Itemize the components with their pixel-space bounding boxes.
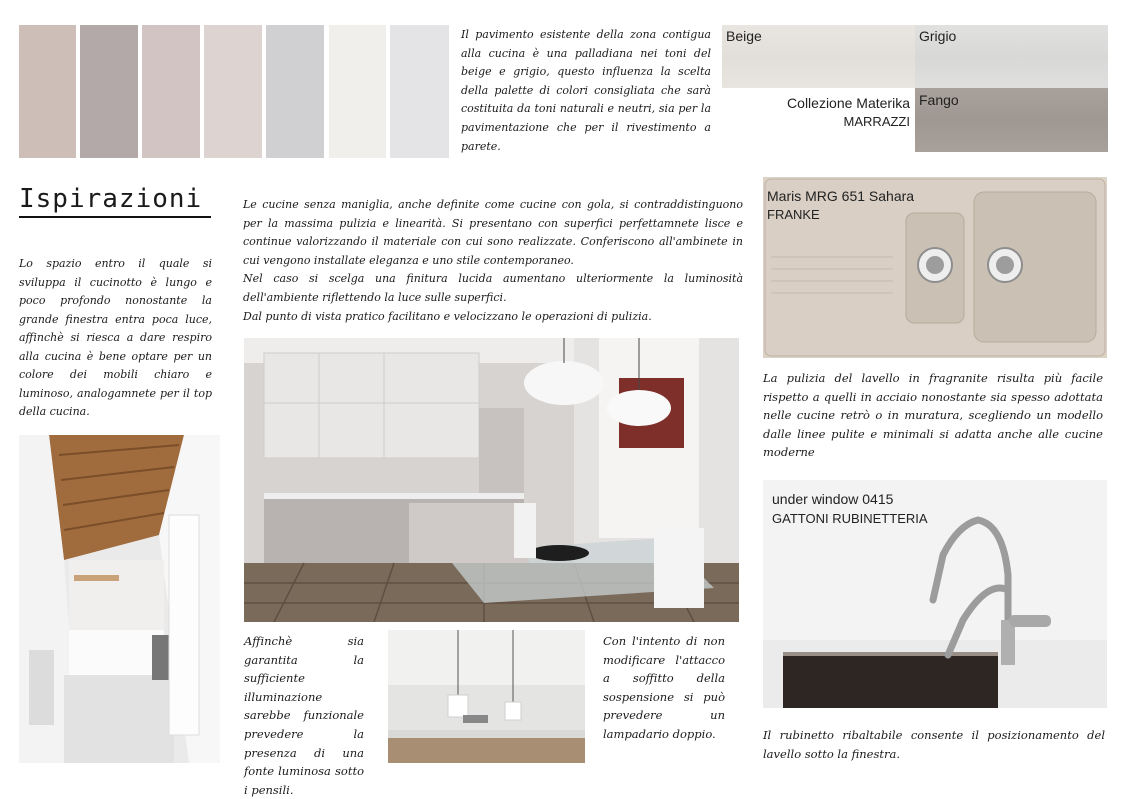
lighting-text-2: Con l'intento di non modificare l'attacco a soffitto della sospensione si può prevedere un lampadario doppio.	[603, 634, 725, 741]
faucet-text: Il rubinetto ribaltabile consente il posizionamento del lavello sotto la finestra.	[763, 728, 1105, 761]
beige-label: Beige	[726, 28, 762, 44]
left-text: Lo spazio entro il quale si sviluppa il cucinotto è lungo e poco profondo nonostante la grande finestra entra poca luce, affinchè si riesca a dare respiro alla cucina è bene optare per un colore dei mobili chiaro e luminoso, analogamnete per il top della cucina.	[19, 257, 212, 418]
title-underline	[19, 216, 211, 218]
faucet-brand: GATTONI RUBINETTERIA	[772, 511, 928, 526]
swatch-6	[329, 25, 386, 158]
swatch-7	[390, 25, 449, 158]
main-kitchen-photo	[244, 338, 739, 622]
narrow-kitchen-photo	[19, 435, 220, 763]
page-title: Ispirazioni	[19, 184, 203, 214]
collection-brand: MARRAZZI	[843, 114, 910, 129]
sink-brand: FRANKE	[767, 207, 820, 222]
fango-label: Fango	[919, 92, 959, 108]
center-text: Le cucine senza maniglia, anche definite come cucine con gola, si contraddistinguono per la massima pulizia e linearità. Si presentano con superfici perfettamnete lisce e continue valorizzando il materiale con cui sono realizzate. Conferiscono all'ambinete in cui vengono installate eleganza e uno stile contemporaneo. Nel caso si scelga una finitura lucida aumentano ulteriormente la luminosità dell'ambiente riflettendo la luce sulle superfici. Dal punto di vista pratico facilitano e velocizzano le operazioni di pulizia.	[243, 198, 743, 323]
swatch-4	[204, 25, 262, 158]
sink-text: La pulizia del lavello in fragranite risulta più facile rispetto a quelli in acciaio nonostante sia spesso adottata nelle cucine retrò o in muratura, scegliendo un modello dalle linee pulite e minimali si adatta anche alle cucine moderne	[763, 371, 1103, 460]
sink-model: Maris MRG 651 Sahara	[767, 188, 915, 204]
swatch-5	[266, 25, 324, 158]
pendant-lights-illustration	[388, 630, 585, 763]
swatch-2	[80, 25, 138, 158]
swatch-3	[142, 25, 200, 158]
main-kitchen-illustration	[244, 338, 739, 622]
lighting-text-1: Affinchè sia garantita la sufficiente illuminazione sarebbe funzionale prevedere la presenza di una fonte luminosa sotto i pensili.	[244, 634, 364, 797]
intro-text: Il pavimento esistente della zona contigua alla cucina è una palladiana nei toni del beige e grigio, questo influenza la scelta della palette di colori consigliata che sarà costituita da toni naturali e neutri, sia per la pavimentazione che per il rivestimento a parete.	[461, 28, 711, 153]
narrow-kitchen-illustration	[19, 435, 220, 763]
collection-name: Collezione Materika	[787, 95, 910, 111]
grigio-label: Grigio	[919, 28, 957, 44]
sink-illustration	[763, 177, 1107, 358]
sink-photo	[763, 177, 1107, 358]
pendant-lights-photo	[388, 630, 585, 763]
faucet-model: under window 0415	[772, 491, 894, 507]
swatch-1	[19, 25, 76, 158]
